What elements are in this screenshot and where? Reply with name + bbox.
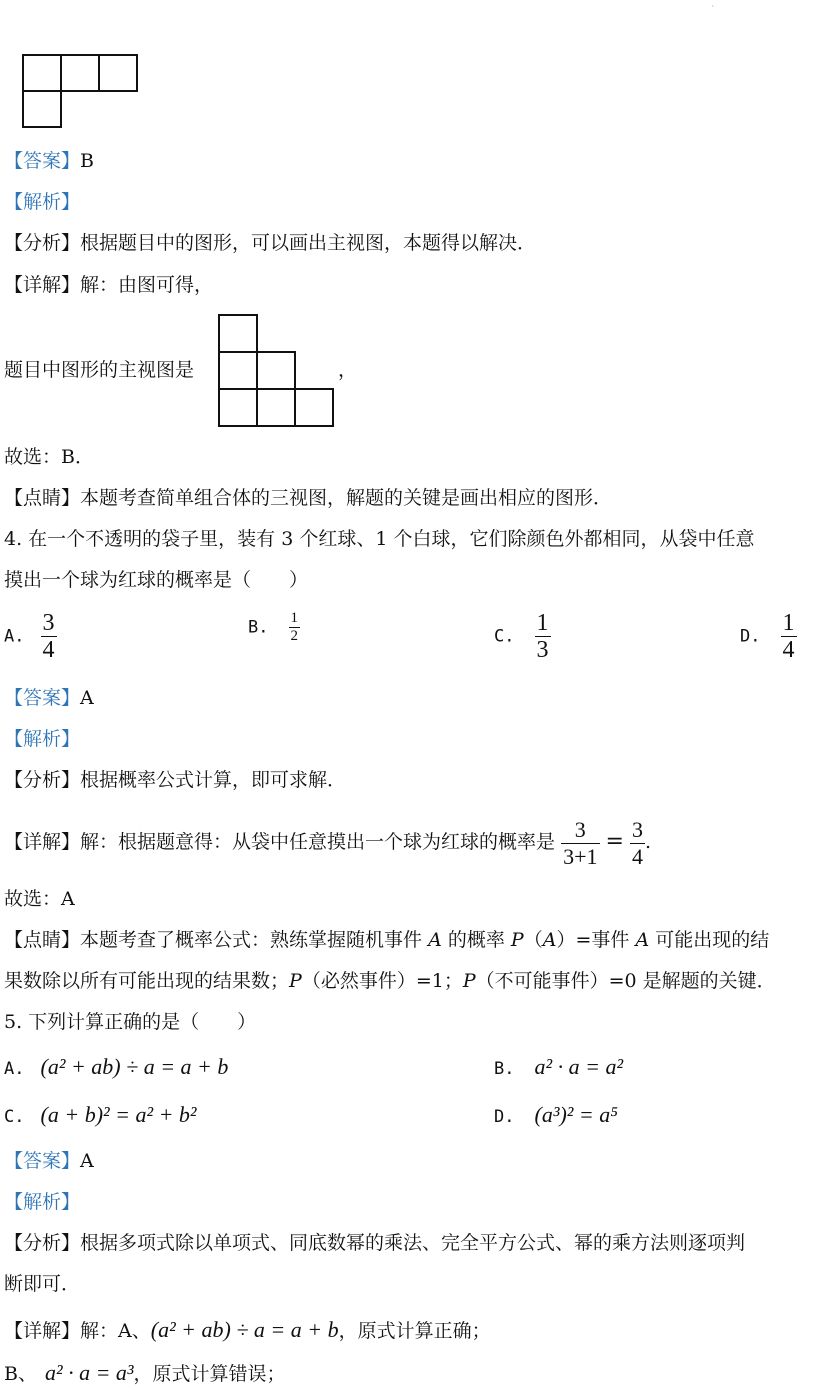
fraction-numerator: 1 xyxy=(782,610,795,636)
dianjing-tag: 【点睛】 xyxy=(4,929,81,951)
dianjing-text: （不可能事件）=0 是解题的关键． xyxy=(475,970,776,992)
option-label: C. xyxy=(494,626,515,647)
fenxi-tag: 【分析】 xyxy=(4,769,81,791)
q3-choose: 故选：B． xyxy=(4,446,94,468)
detail-fraction-2 xyxy=(630,817,645,870)
fraction-numerator: 1 xyxy=(536,610,549,636)
fraction-numerator: 3 xyxy=(42,610,55,636)
answer-tag: 【答案】 xyxy=(4,687,81,709)
q3-fenxi xyxy=(4,230,536,256)
q4-dianjing-line1 xyxy=(4,927,769,953)
q5-option-c xyxy=(4,1102,197,1130)
analysis-tag: 【解析】 xyxy=(4,728,81,750)
option-label: A. xyxy=(4,626,25,647)
fenxi-text: 根据概率公式计算，即可求解． xyxy=(80,769,347,791)
option-label: A. xyxy=(4,1059,25,1079)
q5-option-d xyxy=(494,1102,618,1130)
figure-square xyxy=(218,314,258,353)
detail-text: 解：由图可得， xyxy=(80,274,214,296)
option-fraction xyxy=(781,610,797,663)
answer-tag: 【答案】 xyxy=(4,150,81,172)
option-expression: (a + b)² = a² + b² xyxy=(40,1102,197,1127)
detail-fraction-1 xyxy=(561,817,599,870)
q3-dianjing xyxy=(4,485,612,511)
detail-text: ，原式计算正确； xyxy=(338,1320,491,1342)
option-fraction xyxy=(535,610,551,663)
q3-analysis-heading xyxy=(4,189,80,215)
q4-option-b xyxy=(248,610,300,645)
fraction-numerator: 1 xyxy=(290,610,299,626)
q5-stem: 5. 下列计算正确的是（ ） xyxy=(4,1011,257,1033)
q3-answer xyxy=(4,148,94,174)
option-label: D. xyxy=(740,626,761,647)
q4-stem-line1: 4. 在一个不透明的袋子里，装有 3 个红球、1 个白球，它们除颜色外都相同，从袋中任意 xyxy=(4,528,755,550)
detail-text: ，原式计算错误； xyxy=(133,1363,286,1385)
q4-stem-line2: 摸出一个球为红球的概率是（ ） xyxy=(4,569,309,591)
q4-fenxi xyxy=(4,767,346,793)
fraction-denominator: 4 xyxy=(42,637,55,663)
math-var: P xyxy=(510,929,524,951)
math-var: A xyxy=(542,929,557,951)
detail-figure-prefix: 题目中图形的主视图是 xyxy=(4,359,195,381)
analysis-tag: 【解析】 xyxy=(4,191,81,213)
q5-option-b xyxy=(494,1054,623,1082)
q5-fenxi-line2: 断即可． xyxy=(4,1273,81,1295)
q5-detail-b xyxy=(4,1360,286,1387)
figure-square xyxy=(22,90,62,128)
q5-fenxi-line1 xyxy=(4,1230,745,1256)
dianjing-text: 本题考查了概率公式：熟练掌握随机事件 xyxy=(80,929,423,951)
figure-square xyxy=(294,388,334,427)
answer-value: A xyxy=(80,1150,94,1172)
dianjing-text: 可能出现的结 xyxy=(655,929,770,951)
option-expression: a² · a = a² xyxy=(534,1054,624,1079)
q4-detail xyxy=(4,812,651,872)
detail-text: B、 xyxy=(4,1363,37,1385)
detail-tag: 【详解】 xyxy=(4,831,81,853)
scan-dot: · xyxy=(711,2,714,11)
fraction-denominator: 4 xyxy=(782,637,795,663)
figure-square xyxy=(256,388,296,427)
q5-analysis-heading xyxy=(4,1189,80,1215)
dianjing-tag: 【点睛】 xyxy=(4,487,81,509)
detail-tag: 【详解】 xyxy=(4,274,81,296)
math-var: P xyxy=(289,970,302,992)
dianjing-text: 本题考查简单组合体的三视图，解题的关键是画出相应的图形． xyxy=(80,487,613,509)
dianjing-text: （必然事件）=1； xyxy=(301,970,463,992)
option-fraction xyxy=(289,610,301,645)
q5-detail xyxy=(4,1317,491,1344)
option-label: B. xyxy=(494,1059,515,1079)
option-expression: (a³)² = a⁵ xyxy=(534,1102,618,1127)
q4-option-a xyxy=(4,610,57,663)
figure-square xyxy=(218,351,258,390)
detail-equals: = xyxy=(605,829,624,854)
fenxi-tag: 【分析】 xyxy=(4,1232,81,1254)
q3-detail xyxy=(4,272,213,298)
q5-option-a xyxy=(4,1054,228,1082)
math-var: A xyxy=(428,929,442,951)
figure-square xyxy=(22,54,62,92)
fraction-numerator: 3 xyxy=(632,816,644,842)
answer-value: A xyxy=(80,687,94,709)
detail-text: 解：根据题意得：从袋中任意摸出一个球为红球的概率是 xyxy=(80,831,556,853)
q5-answer xyxy=(4,1148,94,1174)
option-label: C. xyxy=(4,1107,25,1127)
q4-choose: 故选：A xyxy=(4,888,75,910)
option-label: D. xyxy=(494,1107,515,1127)
q4-option-c xyxy=(494,610,551,663)
analysis-tag: 【解析】 xyxy=(4,1191,81,1213)
fraction-denominator: 4 xyxy=(632,843,644,869)
option-fraction xyxy=(41,610,57,663)
fraction-denominator: 3+1 xyxy=(563,843,598,869)
math-var: A xyxy=(635,929,650,951)
fenxi-text: 根据题目中的图形，可以画出主视图，本题得以解决． xyxy=(80,232,537,254)
detail-figure-suffix: ， xyxy=(338,359,358,381)
detail-tag: 【详解】 xyxy=(4,1320,81,1342)
option-expression: (a² + ab) ÷ a = a + b xyxy=(40,1054,229,1079)
answer-tag: 【答案】 xyxy=(4,1150,81,1172)
figure-square xyxy=(218,388,258,427)
detail-end: . xyxy=(645,831,652,853)
detail-expression: (a² + ab) ÷ a = a + b xyxy=(150,1317,339,1342)
fraction-denominator: 3 xyxy=(536,637,549,663)
option-label: B. xyxy=(248,617,269,638)
figure-square xyxy=(98,54,138,92)
fraction-numerator: 3 xyxy=(574,816,586,842)
q3-detail-figure-line xyxy=(4,357,194,383)
q4-answer xyxy=(4,685,94,711)
math-var: P xyxy=(462,970,476,992)
q4-dianjing-line2 xyxy=(4,968,776,994)
dianjing-text: （ xyxy=(523,929,543,951)
fraction-denominator: 2 xyxy=(290,628,299,644)
dianjing-text: ）=事件 xyxy=(556,929,630,951)
q4-analysis-heading xyxy=(4,726,80,752)
dianjing-text: 果数除以所有可能出现的结果数； xyxy=(4,970,290,992)
detail-text: 解：A、 xyxy=(80,1320,151,1342)
detail-expression: a² · a = a³ xyxy=(44,1360,134,1385)
dianjing-text: 的概率 xyxy=(447,929,505,951)
figure-square xyxy=(60,54,100,92)
figure-square xyxy=(256,351,296,390)
q4-option-d xyxy=(740,610,797,663)
fenxi-text: 根据多项式除以单项式、同底数幂的乘法、完全平方公式、幂的乘方法则逐项判 xyxy=(80,1232,746,1254)
fenxi-tag: 【分析】 xyxy=(4,232,81,254)
answer-value: B xyxy=(80,150,94,172)
